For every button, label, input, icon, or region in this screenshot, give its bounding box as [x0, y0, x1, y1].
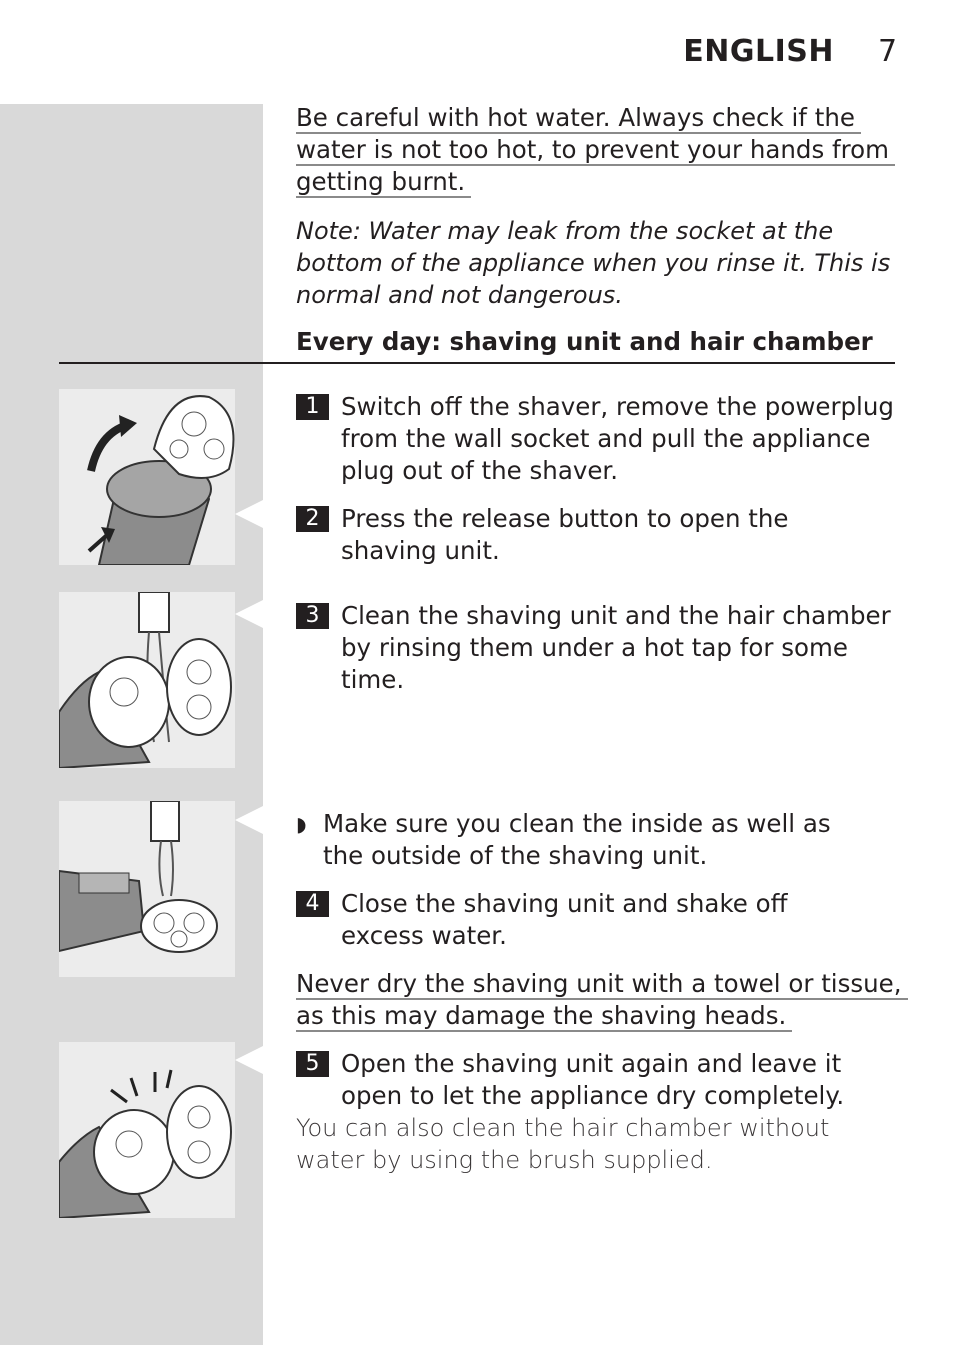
shaver-open-unit-illustration	[59, 389, 235, 565]
page-number: 7	[878, 34, 898, 69]
illustration-pointer	[235, 1046, 263, 1074]
step-2	[296, 503, 886, 567]
step-number-badge: 4	[296, 891, 329, 917]
bullet-instruction	[296, 808, 876, 872]
illustration-pointer	[235, 806, 263, 834]
illustration-pointer	[235, 600, 263, 628]
step-text: Clean the shaving unit and the hair chamber by rinsing them under a hot tap for some time.	[341, 601, 891, 694]
step-text: Close the shaving unit and shake off excess water.	[341, 889, 788, 950]
step-number-badge: 1	[296, 394, 329, 420]
shaver-rinse-closed-illustration	[59, 801, 235, 977]
step-number-badge: 2	[296, 506, 329, 532]
step-3	[296, 600, 901, 696]
step-number-badge: 5	[296, 1051, 329, 1077]
step-5	[296, 1048, 886, 1112]
bullet-text: Make sure you clean the inside as well as the outside of the shaving unit.	[323, 809, 831, 870]
hot-water-warning	[296, 102, 895, 198]
bullet-triangle-icon: ◗	[296, 812, 307, 836]
section-divider	[59, 362, 895, 364]
towel-warning	[296, 968, 908, 1032]
brush-tip: You can also clean the hair chamber without water by using the brush supplied.	[296, 1114, 830, 1174]
step-4	[296, 888, 866, 952]
step-1	[296, 391, 906, 487]
warning-line: water is not too hot, to prevent your hands from	[296, 135, 895, 166]
leak-note: Note: Water may leak from the socket at the bottom of the appliance when you rinse it. This is normal and not dangerous.	[296, 217, 891, 309]
shaver-dry-open-illustration	[59, 1042, 235, 1218]
warning-line: Never dry the shaving unit with a towel or tissue,	[296, 969, 908, 1000]
warning-line: getting burnt.	[296, 167, 471, 198]
step-text: Press the release button to open the shaving unit.	[341, 504, 789, 565]
section-heading: Every day: shaving unit and hair chamber	[296, 327, 873, 356]
header-language: ENGLISH	[683, 34, 834, 69]
step-text: Open the shaving unit again and leave it open to let the appliance dry completely.	[341, 1049, 845, 1110]
step-text: Switch off the shaver, remove the powerplug from the wall socket and pull the appliance plug out of the shaver.	[341, 392, 894, 485]
warning-line: as this may damage the shaving heads.	[296, 1001, 792, 1032]
illustration-pointer	[235, 500, 263, 528]
shaver-rinse-tap-illustration	[59, 592, 235, 768]
warning-line: Be careful with hot water. Always check if the	[296, 103, 861, 134]
step-number-badge: 3	[296, 603, 329, 629]
